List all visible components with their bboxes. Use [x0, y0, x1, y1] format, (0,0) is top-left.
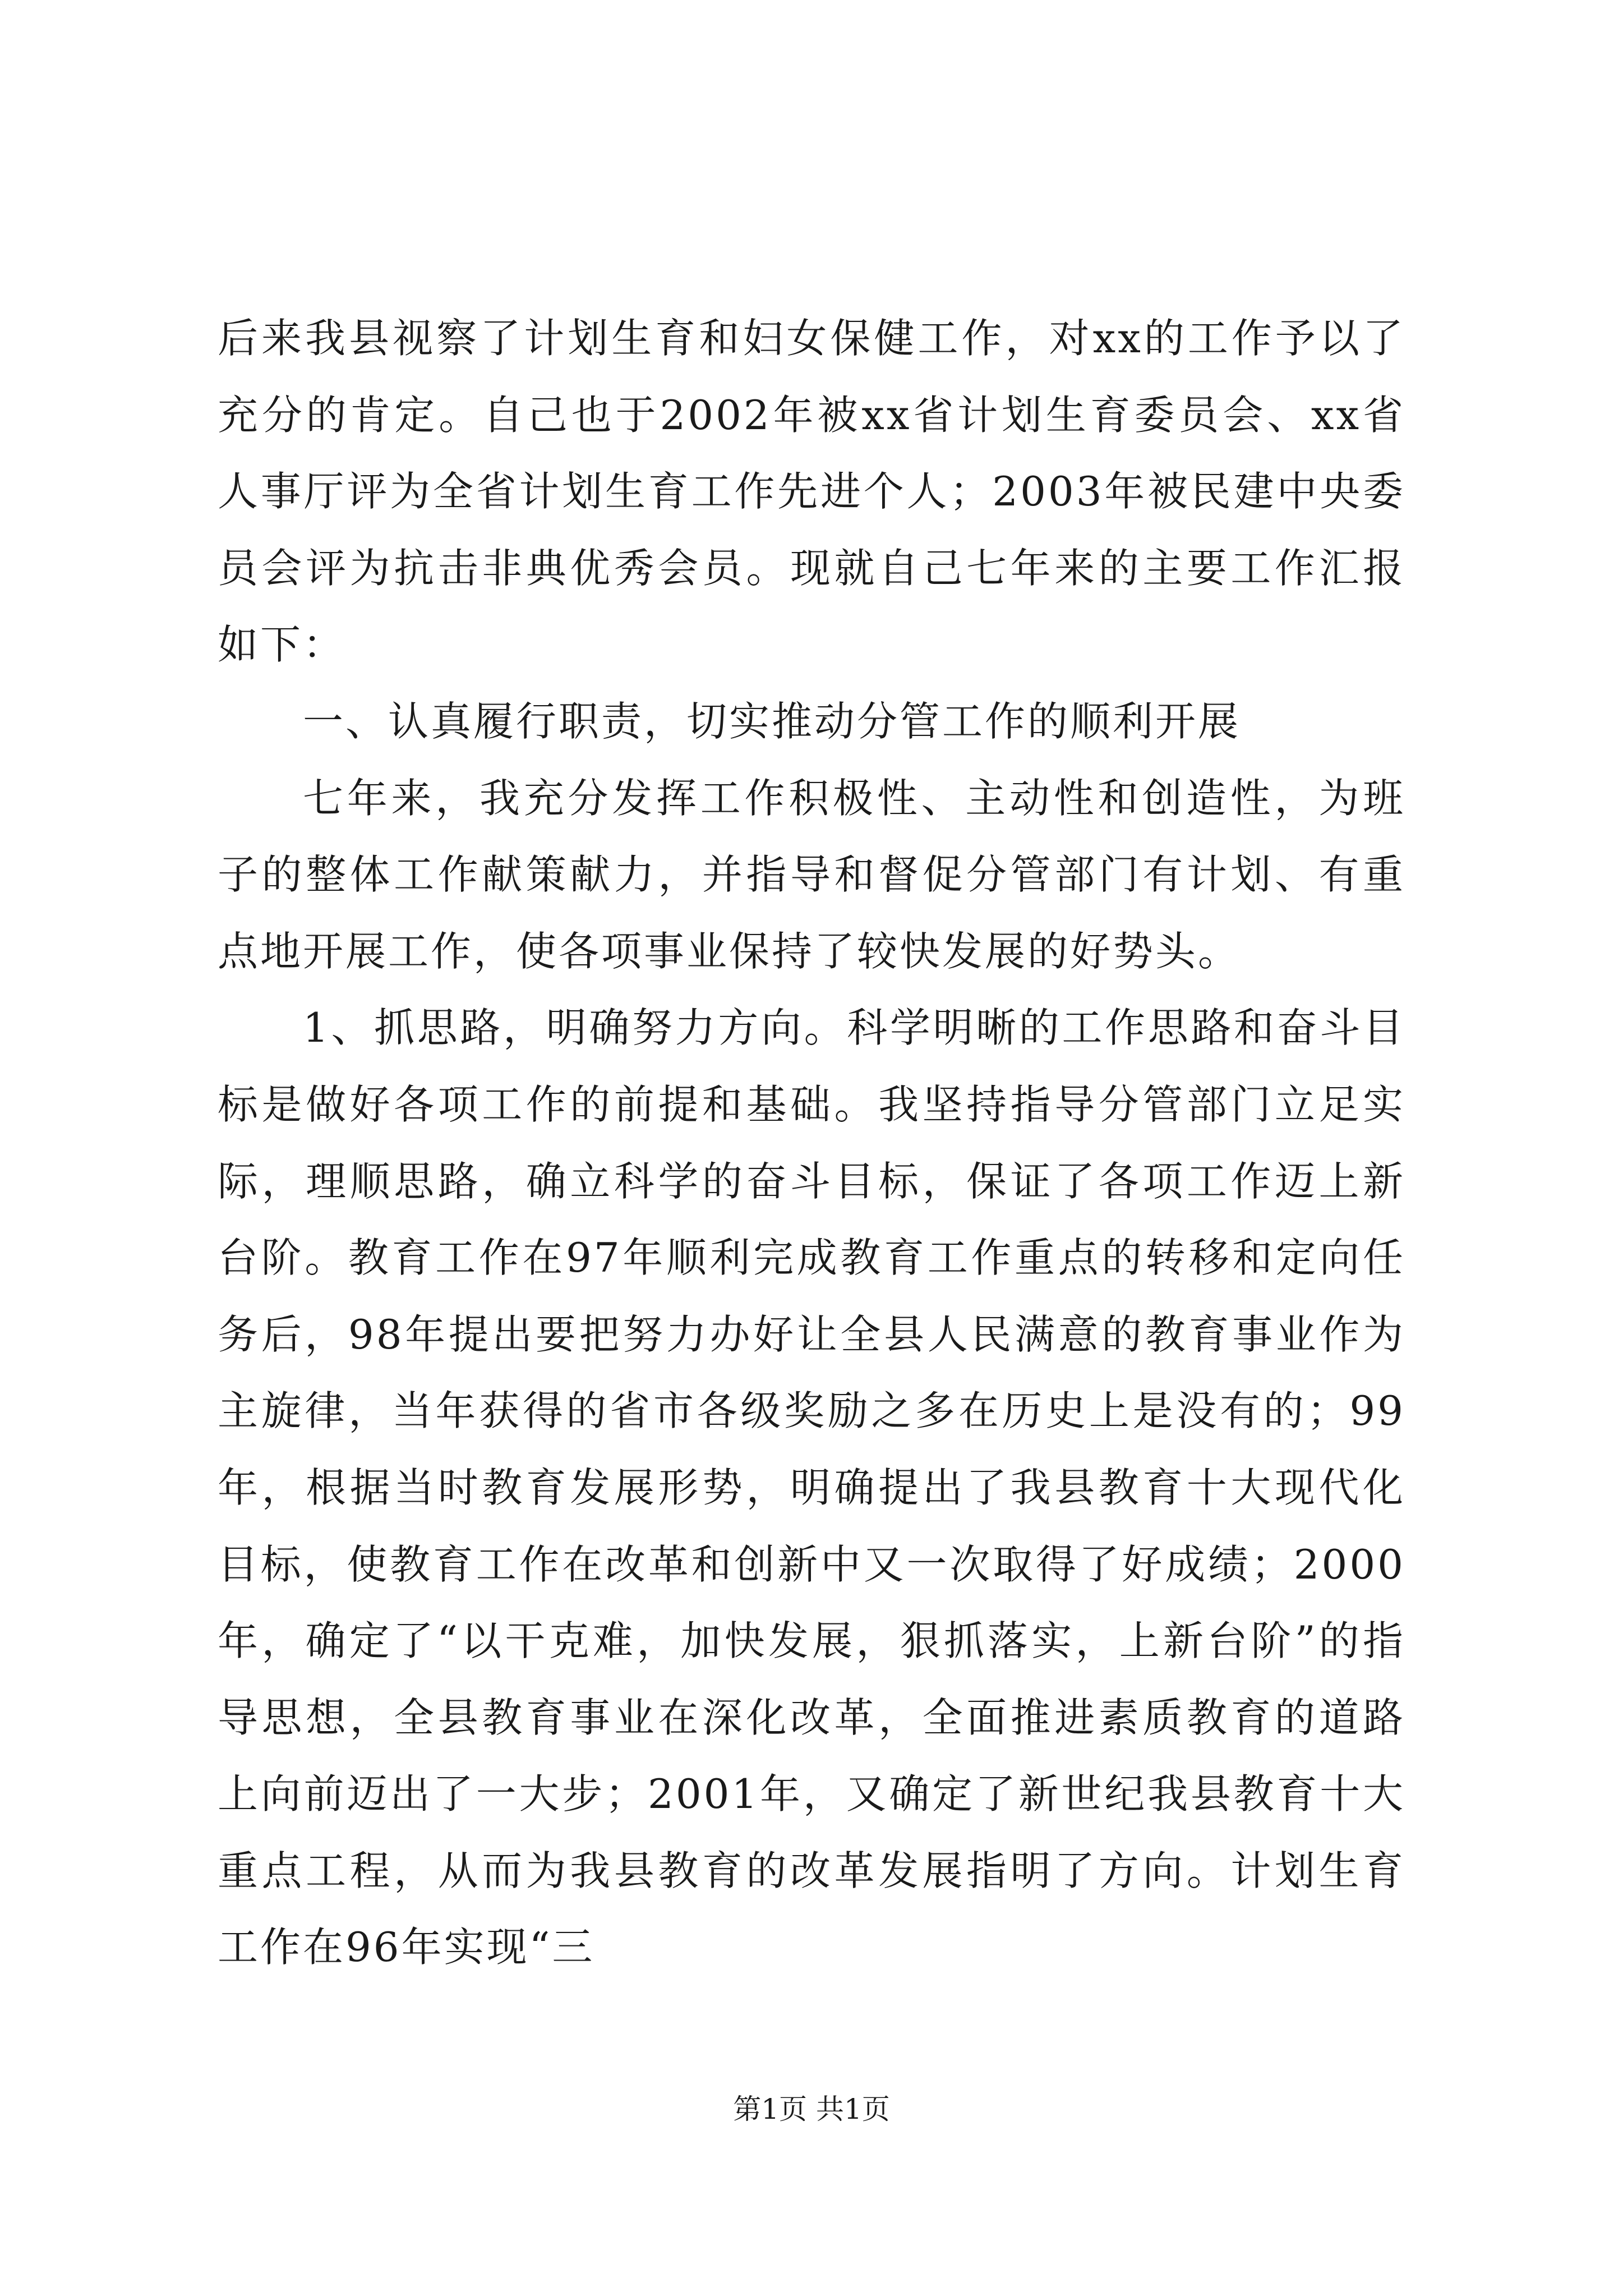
section-heading: 一、认真履行职责，切实推动分管工作的顺利开展 [303, 697, 1241, 745]
page-footer: 第1页 共1页 [733, 2093, 890, 2125]
paragraph-intro: 后来我县视察了计划生育和妇女保健工作，对xx的工作予以了充分的肯定。自己也于2002年被xx省计划生育委员会、xx省人事厅评为全省计划生育工作先进个人；2003年被民建中央委员会评为抗击非典优秀会员。现就自己七年来的主要工作汇报如下： [218, 315, 1405, 669]
document-body [218, 300, 1405, 1986]
paragraph-point-1: 1、抓思路，明确努力方向。科学明晰的工作思路和奋斗目标是做好各项工作的前提和基础。我坚持指导分管部门立足实际，理顺思路，确立科学的奋斗目标，保证了各项工作迈上新台阶。教育工作在97年顺利完成教育工作重点的转移和定向任务后，98年提出要把努力办好让全县人民满意的教育事业作为主旋律，当年获得的省市各级奖励之多在历史上是没有的；99年，根据当时教育发展形势，明确提出了我县教育十大现代化目标，使教育工作在改革和创新中又一次取得了好成绩；2000年，确定了“以干克难，加快发展，狠抓落实，上新台阶”的指导思想，全县教育事业在深化改革，全面推进素质教育的道路上向前迈出了一大步；2001年，又确定了新世纪我县教育十大重点工程，从而为我县教育的改革发展指明了方向。计划生育工作在96年实现“三 [218, 1004, 1405, 1971]
paragraph-overview: 七年来，我充分发挥工作积极性、主动性和创造性，为班子的整体工作献策献力，并指导和督促分管部门有计划、有重点地开展工作，使各项事业保持了较快发展的好势头。 [218, 774, 1405, 975]
